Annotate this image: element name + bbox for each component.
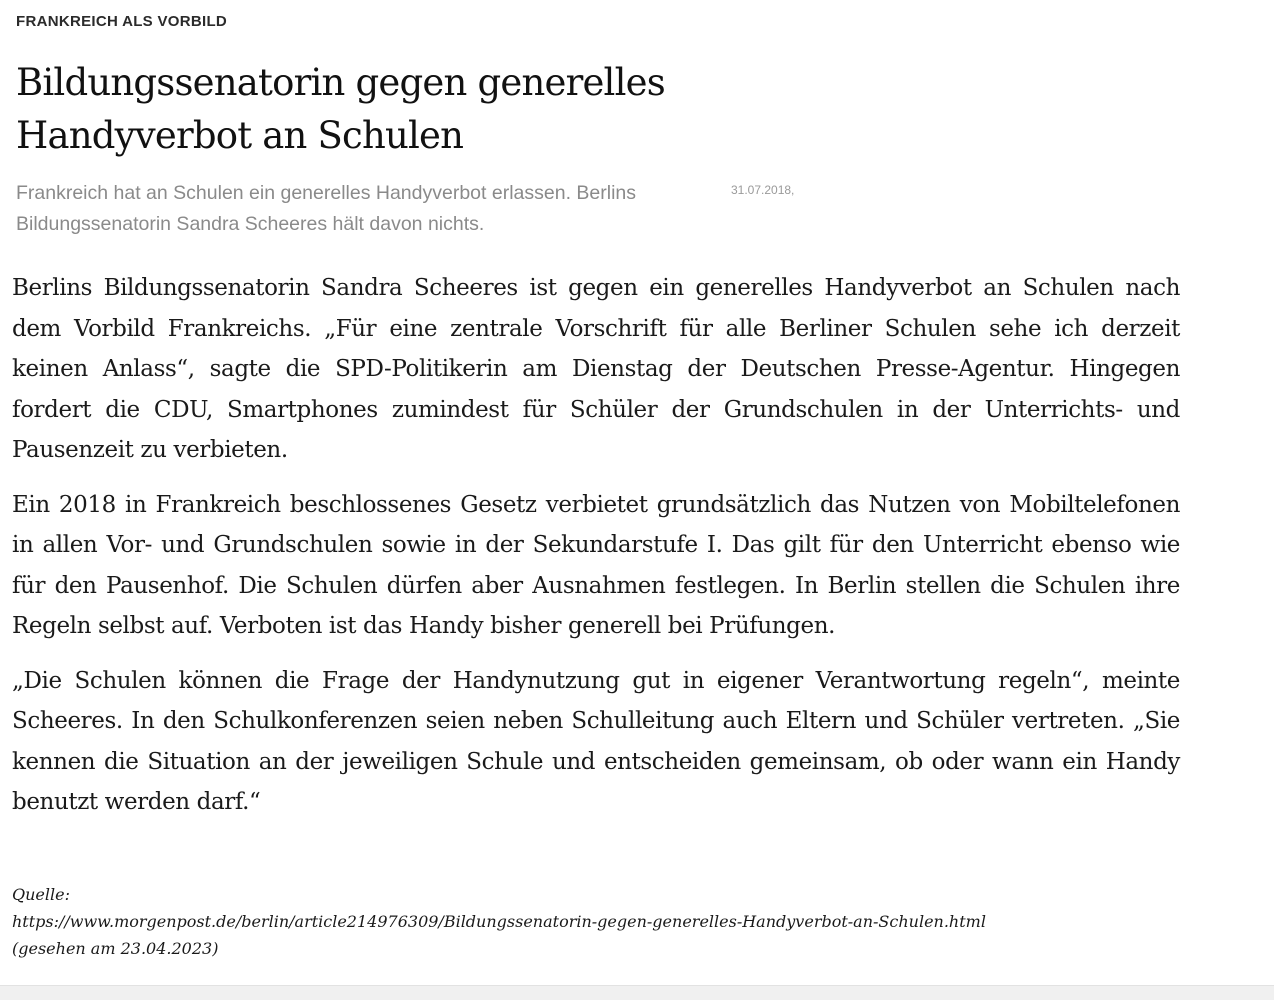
article-paragraph: Ein 2018 in Frankreich beschlossenes Gesetz verbietet grundsätzlich das Nutzen von Mobiltelefonen in allen Vor- und Grundschulen sowie in der Sekundarstufe I. Das gilt für den Unterricht ebenso wie für den Pausenhof. Die Schulen dürfen aber Ausnahmen festlegen. In Berlin stellen die Schulen ihre Regeln selbst auf. Verboten ist das Handy bisher generell bei Prüfungen. — [12, 491, 1180, 639]
source-url[interactable]: https://www.morgenpost.de/berlin/article214976309/Bildungssenatorin-gegen-generelles-Handyverbot-an-Schulen.html — [12, 912, 986, 931]
article-headline: Bildungssenatorin gegen generelles Handyverbot an Schulen — [16, 61, 665, 157]
source-citation — [12, 881, 1192, 962]
source-label: Quelle: — [12, 885, 70, 904]
article-body — [12, 268, 1180, 837]
article-teaser: Frankreich hat an Schulen ein generelles Handyverbot erlassen. Berlins Bildungssenatorin Sandra Scheeres hält davon nichts. — [16, 182, 637, 235]
article-date: 31.07.2018, — [731, 183, 795, 197]
bottom-bar — [0, 985, 1274, 1000]
source-seen-date: (gesehen am 23.04.2023) — [12, 939, 219, 958]
article-paragraph: „Die Schulen können die Frage der Handynutzung gut in eigener Verantwortung regeln“, meinte Scheeres. In den Schulkonferenzen seien neben Schulleitung auch Eltern und Schüler vertreten. „Sie kennen die Situation an der jeweiligen Schule und entscheiden gemeinsam, ob oder wann ein Handy benutzt werden darf.“ — [12, 667, 1180, 815]
article-paragraph: Berlins Bildungssenatorin Sandra Scheeres ist gegen ein generelles Handyverbot an Schulen nach dem Vorbild Frankreichs. „Für eine zentrale Vorschrift für alle Berliner Schulen sehe ich derzeit keinen Anlass“, sagte die SPD-Politikerin am Dienstag der Deutschen Presse-Agentur. Hingegen fordert die CDU, Smartphones zumindest für Schüler der Grundschulen in der Unterrichts- und Pausenzeit zu verbieten. — [12, 275, 1180, 463]
article-kicker: FRANKREICH ALS VORBILD — [16, 13, 228, 30]
